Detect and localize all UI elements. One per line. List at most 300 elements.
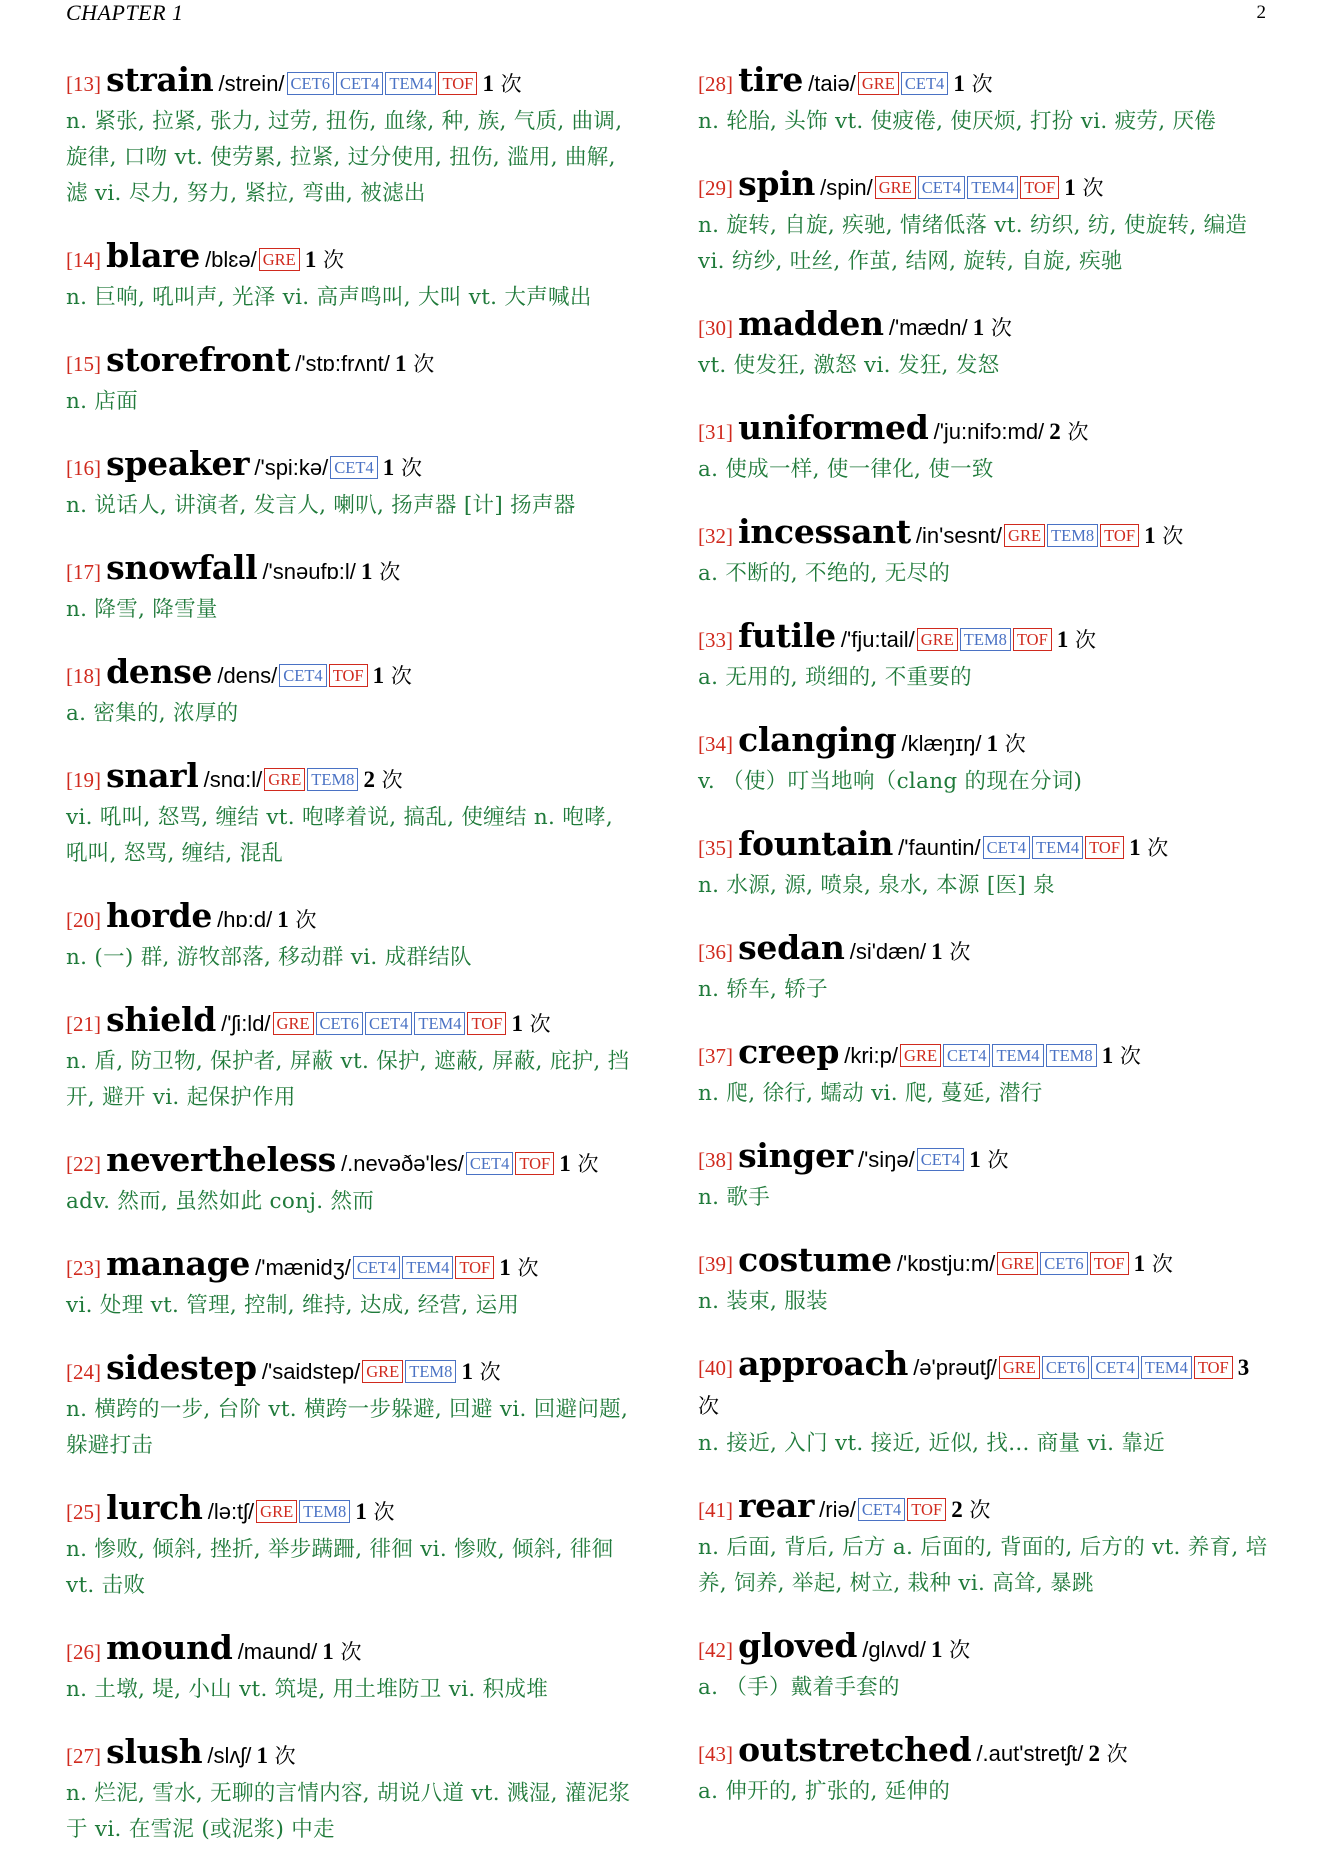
occurrence-count: [256, 1744, 295, 1768]
definition: vi. 吼叫, 怒骂, 缠结 vt. 咆哮着说, 搞乱, 使缠结 n. 咆哮, 吼叫, 怒骂, 缠结, 混乱: [66, 805, 614, 866]
headword: creep: [738, 1032, 840, 1071]
headword: singer: [738, 1136, 853, 1175]
headword: snarl: [106, 756, 199, 795]
entry-number: [15]: [66, 352, 101, 376]
phonetic: /glʌvd/: [862, 1637, 926, 1662]
occurrence-number: 1: [499, 1255, 511, 1280]
occurrence-count: [511, 1012, 550, 1036]
exam-tag-tem4: TEM4: [414, 1012, 465, 1035]
occurrence-unit: 次: [1147, 836, 1169, 860]
exam-tag-tof: TOF: [1013, 628, 1052, 651]
vocab-entry: [698, 1732, 1273, 1810]
exam-tag-tof: TOF: [907, 1498, 946, 1521]
entry-head: [698, 1488, 1273, 1530]
occurrence-number: 2: [951, 1497, 963, 1522]
vocab-entry: [698, 618, 1273, 696]
exam-tag-cet4: CET4: [1091, 1356, 1138, 1379]
headword: fountain: [738, 824, 894, 863]
occurrence-count: [322, 1640, 361, 1664]
phonetic: /'fju:tail/: [840, 627, 915, 652]
occurrence-count: [1144, 524, 1183, 548]
occurrence-unit: 次: [373, 1500, 395, 1524]
exam-tag-gre: GRE: [875, 176, 916, 199]
occurrence-number: 1: [930, 1637, 943, 1662]
phonetic: /'siŋə/: [857, 1147, 915, 1172]
entry-number: [34]: [698, 732, 733, 756]
headword: tire: [738, 60, 804, 99]
occurrence-number: 1: [972, 315, 985, 340]
occurrence-unit: 次: [529, 1012, 551, 1036]
vocab-entry: [66, 342, 641, 420]
phonetic: /in'sesnt/: [915, 523, 1003, 548]
occurrence-number: 1: [361, 559, 373, 584]
phonetic: /ə'prəutʃ/: [913, 1355, 997, 1380]
occurrence-count: [373, 664, 412, 688]
occurrence-unit: 次: [1075, 628, 1097, 652]
exam-tag-cet4: CET4: [983, 836, 1030, 859]
entry-head: [698, 1628, 1273, 1670]
phonetic: /'spi:kə/: [254, 455, 329, 480]
definition: n. 降雪, 降雪量: [66, 597, 218, 622]
occurrence-number: 1: [461, 1359, 473, 1384]
entry-number: [40]: [698, 1356, 733, 1380]
exam-tag-cet4: CET4: [279, 664, 326, 687]
definition: n. 装束, 服装: [698, 1289, 828, 1314]
vocab-entry: [698, 514, 1273, 592]
entry-number: [24]: [66, 1360, 101, 1384]
headword: madden: [738, 304, 884, 343]
definition: a. 不断的, 不绝的, 无尽的: [698, 561, 951, 586]
occurrence-unit: 次: [1082, 176, 1104, 200]
entry-head: [698, 1242, 1273, 1284]
entry-head: [698, 306, 1273, 348]
entry-head: [66, 898, 641, 940]
vocab-entry: [698, 1138, 1273, 1216]
exam-tag-tof: TOF: [438, 72, 477, 95]
occurrence-unit: 次: [1119, 1044, 1141, 1068]
vocab-entry: [66, 758, 641, 872]
entry-head: [698, 62, 1273, 104]
definition: n. 接近, 入门 vt. 接近, 近似, 找... 商量 vi. 靠近: [698, 1431, 1165, 1456]
occurrence-count: [383, 456, 422, 480]
definition: n. 水源, 源, 喷泉, 泉水, 本源 [医] 泉: [698, 873, 1055, 898]
occurrence-count: [277, 908, 316, 932]
headword: incessant: [738, 512, 911, 551]
definition: a. 密集的, 浓厚的: [66, 701, 239, 726]
exam-tag-cet6: CET6: [287, 72, 334, 95]
phonetic: /riə/: [819, 1497, 856, 1522]
occurrence-count: [395, 352, 434, 376]
occurrence-unit: 次: [340, 1640, 362, 1664]
headword: horde: [106, 896, 213, 935]
exam-tag-cet6: CET6: [1042, 1356, 1089, 1379]
vocab-entry: [698, 1034, 1273, 1112]
entry-number: [39]: [698, 1252, 733, 1276]
occurrence-count: [1064, 176, 1103, 200]
exam-tag-tem8: TEM8: [1047, 524, 1098, 547]
exam-tag-cet4: CET4: [330, 456, 377, 479]
vocab-entry: [698, 306, 1273, 384]
occurrence-number: 1: [559, 1151, 571, 1176]
occurrence-count: [1049, 420, 1088, 444]
definition: n. 烂泥, 雪水, 无聊的言情内容, 胡说八道 vt. 溅湿, 灌泥浆于 vi. 在雪泥 (或泥浆) 中走: [66, 1781, 631, 1842]
definition: n. 爬, 徐行, 蠕动 vi. 爬, 蔓延, 潜行: [698, 1081, 1043, 1106]
definition: n. (一) 群, 游牧部落, 移动群 vi. 成群结队: [66, 945, 472, 970]
occurrence-unit: 次: [390, 664, 412, 688]
exam-tag-tem8: TEM8: [405, 1360, 456, 1383]
entry-head: [698, 1138, 1273, 1180]
entry-head: [66, 62, 641, 104]
entry-number: [13]: [66, 72, 101, 96]
occurrence-count: [931, 1638, 970, 1662]
headword: snowfall: [106, 548, 258, 587]
definition: a. 伸开的, 扩张的, 延伸的: [698, 1779, 951, 1804]
entry-number: [35]: [698, 836, 733, 860]
exam-tag-tem8: TEM8: [960, 628, 1011, 651]
exam-tag-cet6: CET6: [1040, 1252, 1087, 1275]
entry-number: [30]: [698, 316, 733, 340]
headword: futile: [738, 616, 836, 655]
vocab-entry: [66, 550, 641, 628]
occurrence-unit: 次: [1004, 732, 1026, 756]
exam-tag-cet4: CET4: [466, 1152, 513, 1175]
occurrence-count: [1057, 628, 1096, 652]
right-column: [698, 62, 1273, 1810]
entry-number: [21]: [66, 1012, 101, 1036]
occurrence-number: 1: [395, 351, 407, 376]
exam-tag-cet6: CET6: [316, 1012, 363, 1035]
occurrence-number: 3: [1237, 1355, 1250, 1380]
entry-number: [19]: [66, 768, 101, 792]
vocab-entry: [66, 1490, 641, 1604]
phonetic: /blɛə/: [205, 247, 257, 272]
chapter-title: CHAPTER 1: [66, 0, 184, 25]
occurrence-count: [305, 248, 344, 272]
vocab-entry: [698, 722, 1273, 800]
headword: outstretched: [738, 1730, 972, 1769]
exam-tag-tem4: TEM4: [385, 72, 436, 95]
headword: rear: [738, 1486, 815, 1525]
entry-head: [66, 654, 641, 696]
entry-head: [66, 1350, 641, 1392]
definition: n. 土墩, 堤, 小山 vt. 筑堤, 用土堆防卫 vi. 积成堆: [66, 1677, 549, 1702]
entry-head: [66, 342, 641, 384]
phonetic: /'mænidʒ/: [255, 1255, 351, 1280]
occurrence-unit: 次: [274, 1744, 296, 1768]
occurrence-unit: 次: [400, 456, 422, 480]
occurrence-unit: 次: [295, 908, 317, 932]
entry-head: [66, 238, 641, 280]
entry-head: [698, 514, 1273, 556]
phonetic: /slʌʃ/: [207, 1743, 252, 1768]
entry-number: [43]: [698, 1742, 733, 1766]
headword: gloved: [738, 1626, 858, 1665]
entry-number: [33]: [698, 628, 733, 652]
exam-tag-cet4: CET4: [917, 1148, 964, 1171]
occurrence-count: [931, 940, 970, 964]
exam-tag-tem4: TEM4: [402, 1256, 453, 1279]
vocab-entry: [698, 1346, 1273, 1462]
occurrence-count: [1134, 1252, 1173, 1276]
entry-number: [28]: [698, 72, 733, 96]
entry-number: [18]: [66, 664, 101, 688]
exam-tag-cet4: CET4: [365, 1012, 412, 1035]
exam-tag-tem4: TEM4: [1032, 836, 1083, 859]
occurrence-unit: 次: [323, 248, 345, 272]
entry-number: [17]: [66, 560, 101, 584]
headword: shield: [106, 1000, 217, 1039]
occurrence-number: 1: [1056, 627, 1069, 652]
definition: n. 巨响, 吼叫声, 光泽 vi. 高声鸣叫, 大叫 vt. 大声喊出: [66, 285, 592, 310]
entry-number: [29]: [698, 176, 733, 200]
exam-tag-gre: GRE: [997, 1252, 1038, 1275]
occurrence-count: [987, 732, 1026, 756]
headword: lurch: [106, 1488, 203, 1527]
occurrence-unit: 次: [1067, 420, 1089, 444]
exam-tag-tof: TOF: [1090, 1252, 1129, 1275]
headword: nevertheless: [106, 1140, 336, 1179]
vocab-entry: [698, 826, 1273, 904]
definition: n. 后面, 背后, 后方 a. 后面的, 背面的, 后方的 vt. 养育, 培养, 饲养, 举起, 树立, 栽种 vi. 高耸, 暴跳: [698, 1535, 1268, 1596]
vocab-entry: [698, 1488, 1273, 1602]
exam-tag-gre: GRE: [256, 1500, 297, 1523]
vocab-entry: [66, 1246, 641, 1324]
occurrence-unit: 次: [379, 560, 401, 584]
headword: dense: [106, 652, 213, 691]
exam-tag-tof: TOF: [1194, 1356, 1233, 1379]
headword: sidestep: [106, 1348, 257, 1387]
exam-tag-gre: GRE: [273, 1012, 314, 1035]
occurrence-number: 1: [322, 1639, 334, 1664]
exam-tag-gre: GRE: [362, 1360, 403, 1383]
entry-number: [16]: [66, 456, 101, 480]
entry-number: [36]: [698, 940, 733, 964]
entry-head: [66, 758, 641, 800]
occurrence-count: [461, 1360, 500, 1384]
occurrence-number: 1: [355, 1499, 367, 1524]
headword: mound: [106, 1628, 233, 1667]
phonetic: /'ju:nifɔ:md/: [933, 419, 1045, 444]
entry-number: [22]: [66, 1152, 101, 1176]
headword: blare: [106, 236, 200, 275]
occurrence-count: [1129, 836, 1168, 860]
exam-tag-tem4: TEM4: [1141, 1356, 1192, 1379]
occurrence-unit: 次: [577, 1152, 599, 1176]
phonetic: /'snəufɒ:l/: [262, 559, 356, 584]
headword: spin: [738, 164, 816, 203]
phonetic: /'ʃi:ld/: [221, 1011, 271, 1036]
phonetic: /spin/: [820, 175, 873, 200]
occurrence-count: [361, 560, 400, 584]
page-number: 2: [1256, 2, 1266, 23]
occurrence-unit: 次: [1162, 524, 1184, 548]
entry-head: [66, 1490, 641, 1532]
exam-tag-gre: GRE: [264, 768, 305, 791]
definition: n. 说话人, 讲演者, 发言人, 喇叭, 扬声器 [计] 扬声器: [66, 493, 576, 518]
entry-number: [25]: [66, 1500, 101, 1524]
occurrence-number: 1: [1133, 1251, 1146, 1276]
exam-tag-tof: TOF: [1085, 836, 1124, 859]
exam-tag-tof: TOF: [1020, 176, 1059, 199]
occurrence-number: 1: [372, 663, 385, 688]
phonetic: /maund/: [237, 1639, 318, 1664]
occurrence-unit: 次: [969, 1498, 991, 1522]
occurrence-count: [1102, 1044, 1141, 1068]
occurrence-number: 1: [1144, 523, 1156, 548]
left-column: [66, 62, 641, 1848]
occurrence-unit: 次: [990, 316, 1012, 340]
exam-tag-tem8: TEM8: [1046, 1044, 1097, 1067]
vocab-entry: [66, 1630, 641, 1708]
occurrence-number: 1: [1064, 175, 1076, 200]
definition: n. 店面: [66, 389, 139, 414]
phonetic: /.aut'stretʃt/: [976, 1741, 1084, 1766]
entry-head: [698, 930, 1273, 972]
phonetic: /strein/: [218, 71, 285, 96]
entry-number: [42]: [698, 1638, 733, 1662]
occurrence-number: 1: [382, 455, 395, 480]
exam-tag-tem8: TEM8: [307, 768, 358, 791]
definition: a. 使成一样, 使一律化, 使一致: [698, 457, 994, 482]
headword: sedan: [738, 928, 845, 967]
phonetic: /kri:p/: [844, 1043, 899, 1068]
definition: a. 无用的, 琐细的, 不重要的: [698, 665, 972, 690]
occurrence-unit: 次: [698, 1394, 719, 1418]
vocab-entry: [66, 1142, 641, 1220]
exam-tag-tof: TOF: [455, 1256, 494, 1279]
definition: n. 横跨的一步, 台阶 vt. 横跨一步躲避, 回避 vi. 回避问题, 躲避打击: [66, 1397, 629, 1458]
headword: costume: [738, 1240, 892, 1279]
entry-number: [31]: [698, 420, 733, 444]
occurrence-number: 1: [277, 907, 289, 932]
occurrence-count: [499, 1256, 538, 1280]
exam-tag-cet4: CET4: [353, 1256, 400, 1279]
headword: manage: [106, 1244, 251, 1283]
vocab-entry: [698, 62, 1273, 140]
occurrence-number: 1: [256, 1743, 268, 1768]
vocab-entry: [66, 238, 641, 316]
exam-tag-gre: GRE: [917, 628, 958, 651]
phonetic: /taiə/: [808, 71, 856, 96]
exam-tag-gre: GRE: [858, 72, 899, 95]
definition: n. 惨败, 倾斜, 挫折, 举步蹒跚, 徘徊 vi. 惨败, 倾斜, 徘徊 vt. 击败: [66, 1537, 614, 1598]
headword: approach: [738, 1344, 909, 1383]
occurrence-number: 2: [1088, 1741, 1100, 1766]
exam-tag-tem8: TEM8: [299, 1500, 350, 1523]
occurrence-unit: 次: [949, 940, 971, 964]
occurrence-unit: 次: [971, 72, 993, 96]
headword: uniformed: [738, 408, 929, 447]
headword: slush: [106, 1732, 203, 1771]
phonetic: /.nevəðə'les/: [341, 1151, 464, 1176]
exam-tag-gre: GRE: [999, 1356, 1040, 1379]
occurrence-unit: 次: [1151, 1252, 1173, 1276]
occurrence-unit: 次: [500, 72, 522, 96]
headword: speaker: [106, 444, 250, 483]
occurrence-count: [1088, 1742, 1127, 1766]
phonetic: /'stɒ:frʌnt/: [295, 351, 390, 376]
entry-number: [32]: [698, 524, 733, 548]
vocab-entry: [66, 1734, 641, 1848]
occurrence-number: 1: [511, 1011, 523, 1036]
definition: n. 轮胎, 头饰 vt. 使疲倦, 使厌烦, 打扮 vi. 疲劳, 厌倦: [698, 109, 1217, 134]
phonetic: /klæŋɪŋ/: [901, 731, 982, 756]
entry-number: [23]: [66, 1256, 101, 1280]
exam-tag-cet4: CET4: [858, 1498, 905, 1521]
occurrence-number: 1: [1101, 1043, 1114, 1068]
vocab-entry: [698, 1628, 1273, 1706]
exam-tag-cet4: CET4: [901, 72, 948, 95]
vocab-entry: [66, 1350, 641, 1464]
headword: strain: [106, 60, 214, 99]
entry-number: [37]: [698, 1044, 733, 1068]
entry-head: [66, 1246, 641, 1288]
definition: vi. 处理 vt. 管理, 控制, 维持, 达成, 经营, 运用: [66, 1293, 520, 1318]
phonetic: /dens/: [217, 663, 278, 688]
occurrence-number: 1: [482, 71, 494, 96]
occurrence-unit: 次: [949, 1638, 971, 1662]
occurrence-unit: 次: [479, 1360, 501, 1384]
entry-head: [698, 410, 1273, 452]
phonetic: /snɑ:l/: [203, 767, 263, 792]
vocab-entry: [698, 930, 1273, 1008]
entry-head: [698, 618, 1273, 660]
entry-head: [66, 1142, 641, 1184]
occurrence-unit: 次: [381, 768, 403, 792]
definition: v. （使）叮当地响（clang 的现在分词): [698, 769, 1083, 794]
entry-number: [41]: [698, 1498, 733, 1522]
occurrence-number: 1: [953, 71, 965, 96]
occurrence-count: [363, 768, 402, 792]
entry-head: [66, 550, 641, 592]
exam-tag-tof: TOF: [467, 1012, 506, 1035]
vocab-entry: [66, 654, 641, 732]
definition: n. 歌手: [698, 1185, 771, 1210]
exam-tag-tof: TOF: [515, 1152, 554, 1175]
definition: n. 紧张, 拉紧, 张力, 过劳, 扭伤, 血缘, 种, 族, 气质, 曲调, 旋律, 口吻 vt. 使劳累, 拉紧, 过分使用, 扭伤, 滥用, 曲解, 滤 vi. 尽力, 努力, 紧拉, 弯曲, 被滤出: [66, 109, 623, 206]
definition: n. 轿车, 轿子: [698, 977, 828, 1002]
occurrence-unit: 次: [1106, 1742, 1128, 1766]
occurrence-number: 1: [304, 247, 317, 272]
exam-tag-tof: TOF: [329, 664, 368, 687]
occurrence-count: [482, 72, 521, 96]
vocab-entry: [698, 1242, 1273, 1320]
vocab-entry: [66, 1002, 641, 1116]
phonetic: /hɒ:d/: [217, 907, 273, 932]
exam-tag-cet4: CET4: [918, 176, 965, 199]
phonetic: /'kɒstju:m/: [896, 1251, 996, 1276]
occurrence-count: [559, 1152, 598, 1176]
headword: storefront: [106, 340, 291, 379]
occurrence-count: [953, 72, 992, 96]
phonetic: /lə:tʃ/: [207, 1499, 255, 1524]
headword: clanging: [738, 720, 897, 759]
occurrence-unit: 次: [987, 1148, 1009, 1172]
entry-head: [698, 1346, 1273, 1426]
definition: a. （手）戴着手套的: [698, 1675, 900, 1700]
exam-tag-cet4: CET4: [943, 1044, 990, 1067]
exam-tag-gre: GRE: [1004, 524, 1045, 547]
vocab-entry: [66, 446, 641, 524]
vocab-entry: [698, 410, 1273, 488]
vocab-entry: [66, 62, 641, 212]
entry-head: [698, 1034, 1273, 1076]
phonetic: /si'dæn/: [849, 939, 927, 964]
occurrence-count: [973, 316, 1012, 340]
definition: n. 旋转, 自旋, 疾驰, 情绪低落 vt. 纺织, 纺, 使旋转, 编造 vi. 纺纱, 吐丝, 作茧, 结网, 旋转, 自旋, 疾驰: [698, 213, 1248, 274]
exam-tag-tof: TOF: [1100, 524, 1139, 547]
occurrence-number: 2: [363, 767, 375, 792]
